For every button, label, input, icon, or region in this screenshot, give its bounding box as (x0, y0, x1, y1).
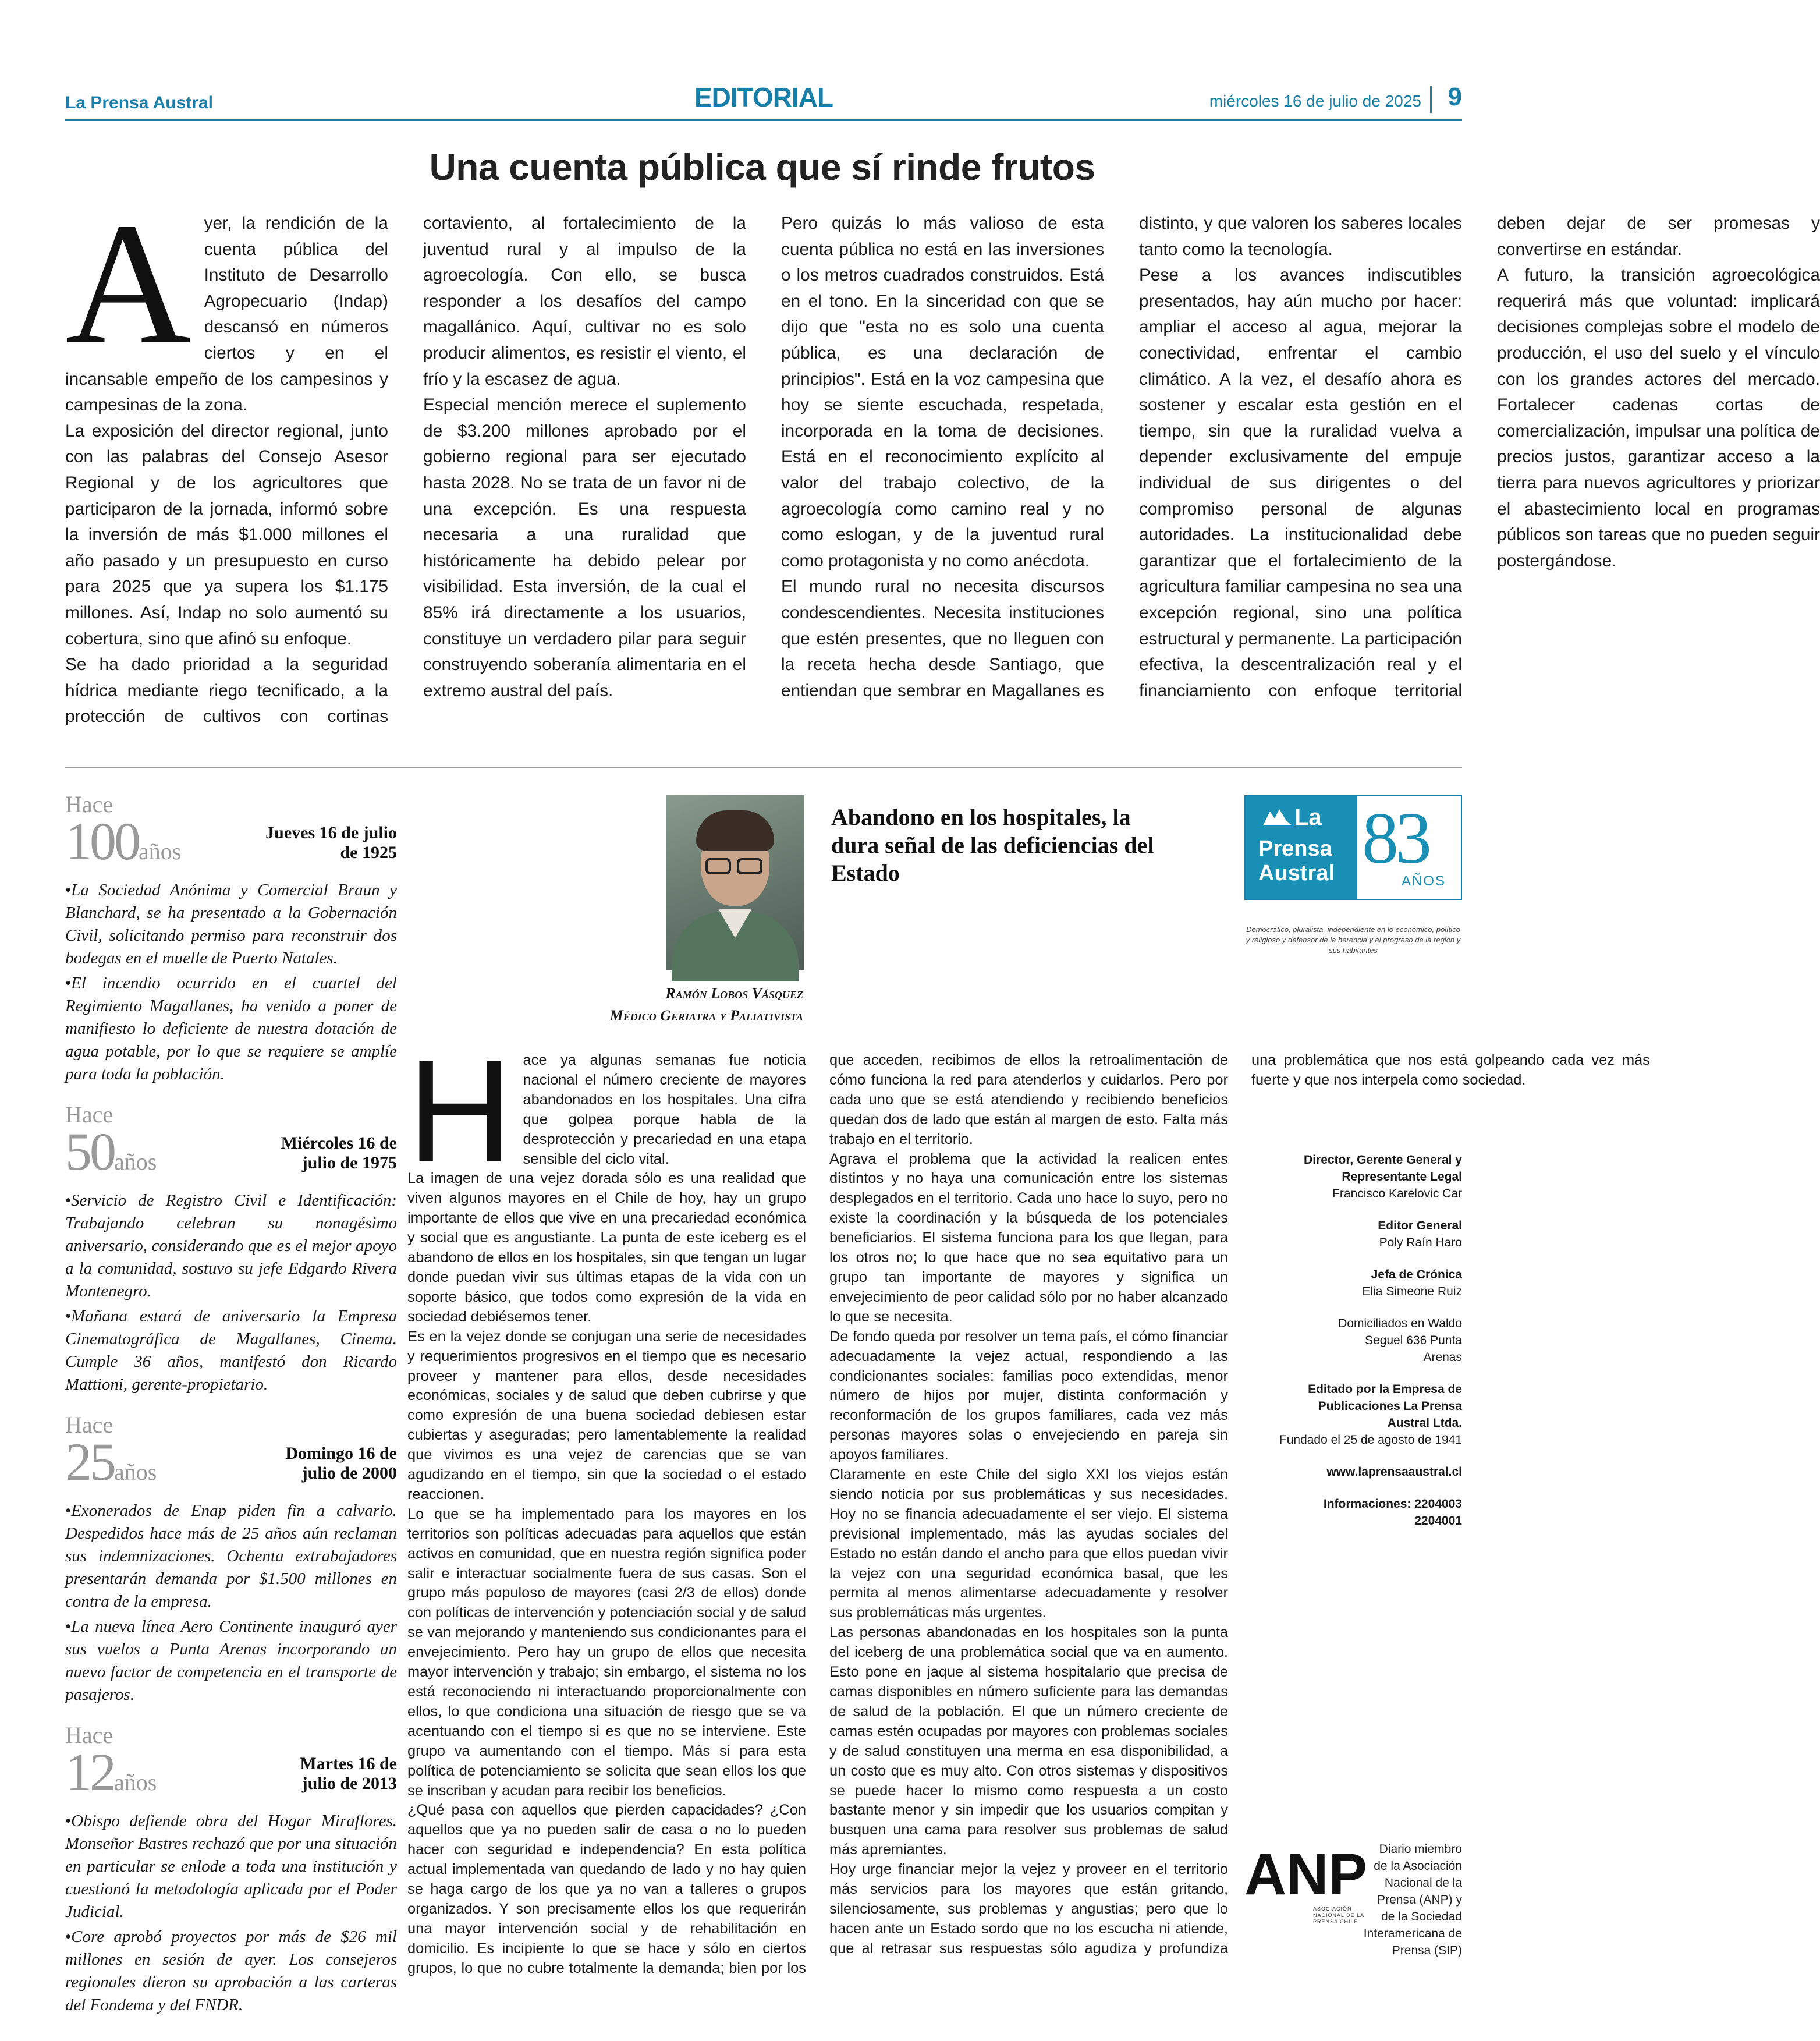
staff-address-text: Domiciliados en Waldo Seguel 636 Punta Arenas (1338, 1317, 1462, 1364)
logo-la: La (1294, 805, 1322, 830)
staff-entry (1240, 1381, 1462, 1448)
phone-numbers: Informaciones: 2204003 2204001 (1323, 1497, 1462, 1528)
editorial-paragraph: Se ha dado prioridad a la seguridad hídrica mediante riego tecnificado, a la protección de cultivos con cortinas cortaviento, al fortalecimiento de la juventud rural y al impulso de la agroecología. Con ello, se busca responder a los desafíos del campo magallánico. Aquí, cultivar no es solo producir alimentos, es resistir el viento, el frío y la escasez de agua. (65, 214, 746, 727)
column-paragraph: Es en la vejez donde se conjugan una serie de necesidades y requerimientos progresivos en el tiempo que es necesario proveer y mantener para ellos, desde necesidades económicas, sociales y de salud que deben cubrirse y que como expresión de una buena sociedad debiesen estar cubiertas y aseguradas; pero lamentablemente la realidad que vivimos es una vejez de carencias que se van agudizando en el tiempo, sin que la sociedad o el estado reaccionen. (407, 1328, 806, 1503)
anp-logo-text: ANP (1244, 1842, 1368, 1907)
hace-label: Hace (65, 1722, 113, 1748)
hace-label: Hace (65, 791, 113, 817)
author-role: Médico Geriatra y Paliativista (609, 1007, 803, 1024)
column-paragraph: La imagen de una vejez dorada sólo es una realidad que viven algunos mayores en el Chile de hoy, hay un grupo importante de ellos que vive en una precariedad económica y social que es angustiante. La punta de este iceberg es el abandono de ellos en los hospitales, sin que tengan un lugar donde puedan vivir sus últimas etapas de la vida con un soporte básico, que todos como expresión de la vida en sociedad debiésemos tener. (407, 1170, 806, 1325)
mountain-icon (1263, 808, 1292, 825)
column-paragraph: Lo que se ha implementado para los mayores en los territorios son políticas adecuadas para aquellos que están activos en comunidad, que en nuestra región significa poder salir e interactuar socialmente fuera de sus casas. Son el grupo más populoso de mayores (casi 2/3 de ellos) donde con políticas de intervención y potenciación social y de salud se van mejorando y manteniendo sus condicionantes para el envejecimiento. Pero hay un grupo de ellos que necesita mayor intervención y trabajo; sin embargo, el sistema no los está reconociendo ni interactuando proporcionalmente con ellos, lo que condiciona una situación de riesgo que se va acentuando con el tiempo si es que no se interviene. Este grupo va aumentando con el tiempo. Más si para esta política de potenciamiento se solicita que sean ellos los que se inscriban y acudan para recibir los beneficios. (407, 1505, 806, 1799)
anp-membership-text: Diario miembro de la Asociación Nacional de la Prensa (ANP) y de la Sociedad Interamericana de Prensa (SIP) (1363, 1842, 1462, 1957)
editorial-paragraph: Pero quizás lo más valioso de esta cuenta pública no está en las inversiones o los metros cuadrados construidos. Está en el tono. En la sinceridad con que se dijo que "esta no es solo una cuenta pública, es una declaración de principios". Está en la voz campesina que hoy se siente escuchada, respetada, incorporada en la toma de decisiones. Está en el reconocimiento explícito al valor del trabajo colectivo, de la agroecología como camino real y no como eslogan, y de la juventud rural como protagonista y no como anécdota. (781, 214, 1104, 571)
hace-item: • Exonerados de Enap piden fin a calvario. Despedidos hace más de 25 años aún reclaman sus indemnizaciones. Ochenta extrabajadores presentarán demanda por $1.500 millones en contra de la empresa. (65, 1500, 397, 1613)
hace-unit: años (114, 1769, 157, 1795)
column-paragraph: Las personas abandonadas en los hospitales son la punta del iceberg de una problemática social que va en aumento. Esto pone en jaque al sistema hospitalario que precisa de camas disponibles en número suficiente para las demandas de salud de la población. El que un número creciente de camas estén ocupadas por mayores con problemas sociales y de salud constituyen una merma en esa disponibilidad, a un costo que es muy alto. Con otros sistemas y dispositivos se puede hacer lo mismo como respuesta a un costo bastante menor y sin impedir que los usuarios compitan y busquen una cama para resolver sus problemas de salud más apremiantes. (829, 1624, 1228, 1858)
staff-address (1240, 1315, 1462, 1366)
column-paragraph: ¿Qué pasa con aquellos que pierden capacidades? ¿Con aquellos que ya no pueden salir de casa o no lo pueden hacer con seguridad e independencia? En esta política actual implementada van quedando de lado y no hay quien se haga cargo de los que ya no van a talleres o grupos organizados. Y son precisamente ellos los que requerirán una mayor intervención social y de rehabilitación en domicilio. Es incipiente lo que se hace y sólo en ciertos grupos, lo que no cubre totalmente la demanda; bien por los que acceden, recibimos de ellos la retroalimentación de cómo funciona la red para atenderlos y cuidarlos. Pero por cada uno que se está atendiendo y recibiendo beneficios quedan dos de lado que están al margen de esto. Falta más trabajo en el territorio. (407, 1052, 1228, 1976)
editorial-paragraph: A futuro, la transición agroecológica requerirá más que voluntad: implicará decisiones complejas sobre el modelo de producción, el uso del suelo y el vínculo con los grandes actores del mercado. Fortalecer cadenas cortas de comercialización, impulsar una política de precios justos, garantizar acceso a la tierra para nuevos agricultores y priorizar el abastecimiento local en programas públicos son tareas que no pueden seguir postergándose. (1497, 265, 1820, 571)
hace-label: Hace (65, 1412, 113, 1438)
staff-name: Francisco Karelovic Car (1332, 1187, 1462, 1200)
hace-block-25 (65, 1413, 397, 1706)
masthead-brand: La Prensa Austral (65, 93, 213, 112)
section-title: EDITORIAL (694, 82, 833, 112)
hace-unit: años (114, 1459, 157, 1485)
hace-date: Miércoles 16 de julio de 1975 (281, 1133, 397, 1172)
editorial-title-bold: Una cuenta pública (429, 146, 766, 188)
staff-website[interactable] (1240, 1464, 1462, 1480)
staff-entry (1240, 1266, 1462, 1300)
logo-anos: AÑOS (1402, 873, 1446, 889)
column-paragraph: Claramente en este Chile del siglo XXI los viejos están siendo noticia por sus problemáticas y sus necesidades. Hoy no se financia adecuadamente el ser viejo. El sistema previsional implementado, más las ayudas sociales del Estado no están dando el ancho para que ellos puedan vivir la vejez con una seguridad económica basal, que les permita al menos alimentarse adecuadamente y resolver sus problemáticas más urgentes. (829, 1466, 1228, 1621)
column-paragraph: Agrava el problema que la actividad la realicen entes distintos y no haya una comunicación entre los sistemas desplegados en el territorio. Cada uno hace lo suyo, pero no existe la coordinación y la búsqueda de los potenciales beneficiarios. El sistema funciona para los que llegan, para los otros no; lo que hace que no sea equitativo para un grupo tan importante de mayores y significa un envejecimiento de peor calidad sólo por no haber alcanzado lo que se necesita. (829, 1150, 1228, 1325)
staff-name: Elia Simeone Ruiz (1362, 1285, 1462, 1298)
logo-prensa: Prensa (1258, 837, 1332, 861)
hace-block-100 (65, 793, 397, 1086)
hace-number: 12años (65, 1742, 157, 1802)
header-separator (1430, 86, 1432, 113)
editorial-paragraph: Especial mención merece el suplemento de $3.200 millones aprobado por el gobierno regional para ser ejecutado hasta 2028. No se trata de un favor ni de una excepción. Es una respuesta necesaria a una ruralidad que históricamente ha debido pelear por visibilidad. Esta inversión, de la cual el 85% irá directamente a los usuarios, constituye un verdadero pilar para seguir construyendo soberanía alimentaria en el extremo austral del país. (423, 395, 746, 700)
hace-anos-column (65, 793, 397, 2015)
page-number: 9 (1448, 83, 1462, 111)
staff-name: Fundado el 25 de agosto de 1941 (1279, 1433, 1462, 1447)
staff-role: Editado por la Empresa de Publicaciones La Prensa Austral Ltda. (1308, 1383, 1462, 1430)
hace-item: • Obispo defiende obra del Hogar Miraflores. Monseñor Bastres rechazó que por una situación en particular se enlode a toda una institución y cuestionó la metodología aplicada por el Poder Judicial. (65, 1810, 397, 1923)
column-paragraph: Hace ya algunas semanas fue noticia nacional el número creciente de mayores abandonados en los hospitales. Una cifra que golpea porque habla de la desprotección y precariedad en una etapa sensible del ciclo vital. (407, 1030, 806, 1192)
column-paragraph: Hoy urge financiar mejor la vejez y proveer en el territorio más servicios para los mayores que están gritando, silenciosamente, sus problemas y angustias; pero que lo hacen ante un Estado sordo que no los escucha ni atiende, que al retrasar sus respuestas sólo agudiza y profundiza una problemática que nos está golpeando cada vez más fuerte y que nos interpela como sociedad. (829, 1052, 1650, 1957)
staff-box (1240, 1151, 1462, 1544)
staff-entry (1240, 1217, 1462, 1251)
hace-item: • Core aprobó proyectos por más de $26 mil millones en sesión de ayer. Los consejeros regionales dieron su aprobación a las carteras del Fondema y del FNDR. (65, 1926, 397, 2017)
hace-item: • La Sociedad Anónima y Comercial Braun y Blanchard, se ha presentado a la Gobernación Civil, solicitando permiso para reconstruir dos bodegas en el muelle de Puerto Natales. (65, 879, 397, 970)
hace-number: 50años (65, 1122, 157, 1181)
staff-role: Jefa de Crónica (1371, 1268, 1462, 1281)
staff-name: Poly Raín Haro (1379, 1236, 1462, 1249)
hace-date: Jueves 16 de julio de 1925 (265, 823, 397, 862)
website-link[interactable]: www.laprensaaustral.cl (1326, 1465, 1462, 1479)
editorial-paragraph: Pese a los avances indiscutibles presentados, hay aún mucho por hacer: ampliar el acceso al agua, mejorar la conectividad, enfrentar el cambio climático. A la vez, el desafío ahora es sostener y escalar esta gestión en el tiempo, sin que la ruralidad vuelva a depender exclusivamente del empuje individual de sus dirigentes o del compromiso personal de algunas autoridades. La institucionalidad debe garantizar que el fortalecimiento de la agricultura familiar campesina no sea una excepción regional, sino una política estructural y permanente. La participación efectiva, la descentralización real y el financiamiento con enfoque territorial deben dejar de ser promesas y convertirse en estándar. (1139, 214, 1820, 700)
anniversary-logo (1244, 795, 1462, 900)
editorial-dropcap: A (65, 187, 191, 380)
column-paragraph: De fondo queda por resolver un tema país, el cómo financiar adecuadamente la vejez actual, respondiendo a las condicionantes sociales: familias poco extendidas, menor número de hijos por mujer, distinta conformación y reconformación de los grupos familiares, cada vez más personas mayores solas o envejeciendo en pareja sin apoyos familiares. (829, 1328, 1228, 1464)
hace-item: • Mañana estará de aniversario la Empresa Cinematográfica de Magallanes, Cinema. Cumple 36 años, manifestó don Ricardo Mattioni, gerente-propietario. (65, 1305, 397, 1396)
editorial-paragraph: El mundo rural no necesita discursos condescendientes. Necesita instituciones que estén presentes, que no lleguen con la receta hecha desde Santiago, que entiendan que sembrar en Magallanes es distinto, y que valoren los saberes locales tanto como la tecnología. (781, 214, 1462, 700)
logo-brand-block (1246, 796, 1357, 899)
hace-date: Domingo 16 de julio de 2000 (285, 1444, 397, 1483)
column-title (831, 803, 1180, 887)
editorial-title (0, 146, 1524, 189)
section-divider (65, 767, 1462, 768)
staff-phones (1240, 1496, 1462, 1529)
hace-item: • La nueva línea Aero Continente inauguró ayer sus vuelos a Punta Arenas incorporando un nuevo factor de competencia en el transporte de pasajeros. (65, 1615, 397, 1706)
hace-unit: años (114, 1149, 157, 1175)
hace-number: 100años (65, 812, 182, 871)
author-byline (454, 983, 803, 1027)
hace-block-12 (65, 1724, 397, 2017)
editorial-paragraph: La exposición del director regional, junto con las palabras del Consejo Asesor Regional y de los agricultores que participaron de la jornada, informó sobre la inversión de más $1.000 millones el año pasado y un presupuesto en curso para 2025 que ya supera los $1.175 millones. Así, Indap no solo aumentó su cobertura, sino que afinó su enfoque. (65, 421, 388, 649)
logo-anniversary-number: 83 (1362, 798, 1428, 879)
anp-logo-icon (1244, 1841, 1368, 1911)
page-header (65, 82, 1462, 116)
column-title-bold: Abandono en los hospitales, (831, 804, 1107, 830)
hace-item: • Servicio de Registro Civil e Identificación: Trabajando celebran su nonagésimo aniversario, considerando que es el mejor apoyo a la comunidad, sostuvo su jefe Edgardo Rivera Montenegro. (65, 1189, 397, 1303)
staff-role: Editor General (1378, 1219, 1462, 1232)
editorial-body (65, 187, 1820, 752)
hace-label: Hace (65, 1101, 113, 1128)
editorial-title-rest: que sí rinde frutos (765, 146, 1095, 188)
author-name: Ramón Lobos Vásquez (665, 985, 803, 1002)
logo-austral: Austral (1258, 861, 1335, 885)
hace-block-50 (65, 1103, 397, 1396)
hace-number: 25años (65, 1432, 157, 1491)
anp-logo-subtitle: ASOCIACIÓN NACIONAL DE LA PRENSA CHILE (1313, 1906, 1364, 1925)
newspaper-motto: Democrático, pluralista, independiente en lo económico, político y religioso y defensor de la herencia y el progreso de la región y sus habitantes (1246, 925, 1461, 955)
author-photo (666, 795, 804, 970)
issue-date: miércoles 16 de julio de 2025 (1209, 92, 1421, 110)
hace-unit: años (139, 838, 182, 864)
hace-date: Martes 16 de julio de 2013 (300, 1754, 397, 1793)
editorial-paragraph: Ayer, la rendición de la cuenta pública del Instituto de Desarrollo Agropecuario (Indap) descansó en números ciertos y en el incansable empeño de los campesinos y campesinas de la zona. (65, 187, 388, 415)
column-title-rest: la dura señal de las deficiencias del Estado (831, 804, 1154, 886)
staff-role: Director, Gerente General y Representante Legal (1304, 1153, 1462, 1184)
staff-entry (1240, 1151, 1462, 1202)
anp-membership (1244, 1841, 1462, 1957)
hace-item: • El incendio ocurrido en el cuartel del Regimiento Magallanes, ha venido a poner de manifiesto lo deficiente de nuestra dotación de agua potable, por lo que se requiere se amplíe para toda la población. (65, 972, 397, 1086)
header-rule (65, 119, 1462, 121)
column-dropcap: H (407, 1030, 513, 1192)
